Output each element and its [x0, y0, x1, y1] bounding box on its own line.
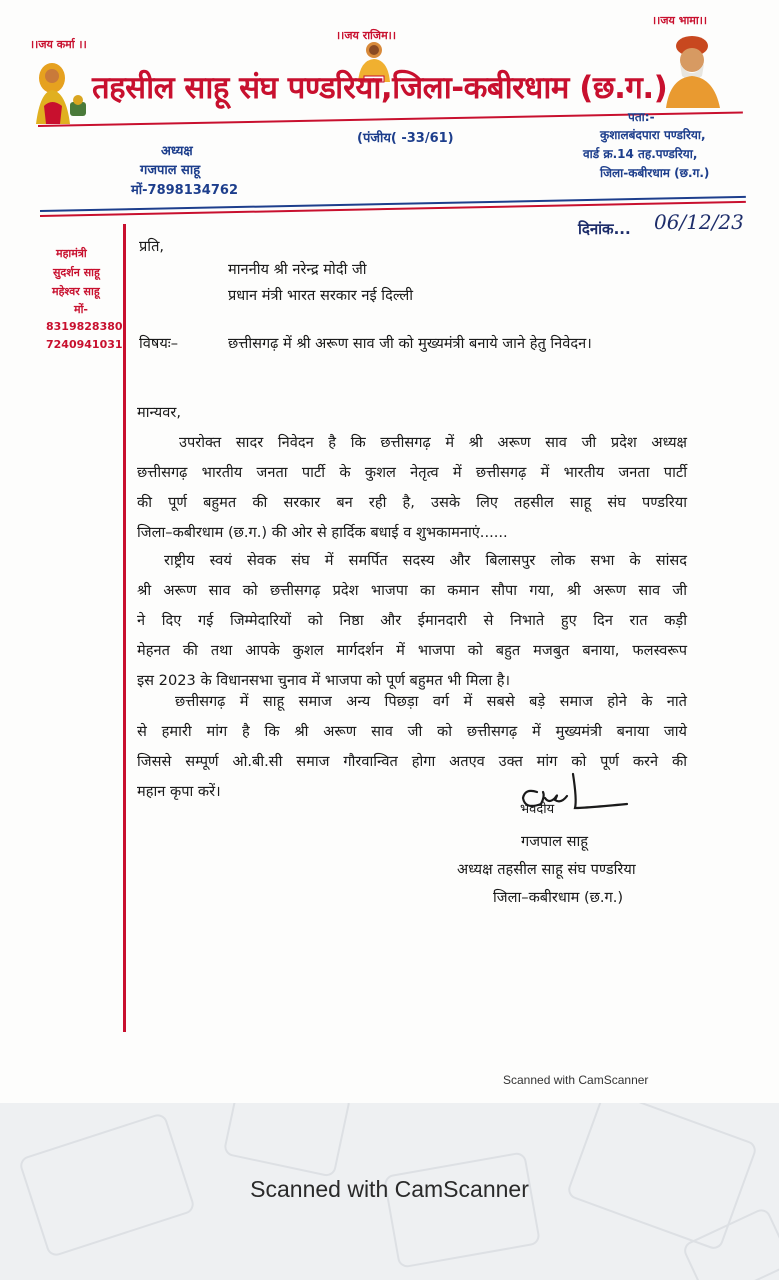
- salutation: मान्यवर,: [137, 404, 181, 421]
- organization-title: तहसील साहू संघ पण्डरिया,जिला-कबीरधाम (छ.ग.): [92, 70, 668, 106]
- paragraph-3-line: छत्तीसगढ़ में साहू समाज अन्य पिछड़ा वर्ग में सबसे बड़े समाज होने के नाते: [175, 693, 687, 710]
- deity-emblem-right: [662, 30, 724, 108]
- address-line-1: कुशालबंदपारा पण्डरिया,: [600, 128, 706, 142]
- recipient-line-1: माननीय श्री नरेन्द्र मोदी जी: [228, 261, 367, 278]
- paragraph-2-line: श्री अरूण साव को छत्तीसगढ़ प्रदेश भाजपा का कमान सौपा गया, श्री अरूण साव जी: [137, 582, 687, 599]
- paragraph-1-line: छत्तीसगढ़ भारतीय जनता पार्टी के कुशल नेतृत्व में छत्तीसगढ़ में भारतीय जनता पार्टी: [137, 464, 687, 481]
- paragraph-2: [137, 546, 687, 696]
- sidebar-phone-1: 8319828380,: [46, 320, 127, 333]
- paragraph-1-line: उपरोक्त सादर निवेदन है कि छत्तीसगढ़ में श्री अरूण साव जी प्रदेश अध्यक्ष: [179, 434, 687, 451]
- deity-emblem-left: [30, 56, 92, 126]
- paragraph-3-line: से हमारी मांग है कि श्री अरूण साव जी को छत्तीसगढ़ में मुख्यमंत्री बनाया जाये: [137, 723, 687, 740]
- date-label: दिनांक...: [578, 220, 631, 238]
- sidebar-title: महामंत्री: [56, 247, 87, 260]
- closing-text: भवदीय: [520, 802, 555, 817]
- paragraph-2-line: राष्ट्रीय स्वयं सेवक संघ में समर्पित सदस्य और बिलासपुर लोक सभा के सांसद: [164, 552, 687, 569]
- address-label: पता:-: [628, 110, 655, 124]
- paragraph-3-line: जिससे सम्पूर्ण ओ.बी.सी समाज गौरवान्वित होगा अतएव उक्त मांग को पूर्ण करने की: [137, 753, 687, 770]
- footer-pattern-shape: [383, 1151, 541, 1269]
- slogan-right: ।।जय भामा।।: [652, 14, 708, 27]
- signer-district: जिला–कबीरधाम (छ.ग.): [493, 889, 624, 906]
- to-label: प्रति,: [139, 238, 165, 255]
- registration-number: (पंजीय( -33/61): [357, 131, 454, 146]
- scanner-watermark-small: Scanned with CamScanner: [503, 1073, 649, 1087]
- president-phone: मों-7898134762: [131, 183, 238, 198]
- address-line-2: वार्ड क्र.14 तह.पण्डरिया,: [583, 147, 698, 161]
- sidebar-name-2: महेश्वर साहू: [52, 285, 100, 298]
- address-line-3: जिला-कबीरधाम (छ.ग.): [600, 166, 710, 180]
- paragraph-1: [137, 428, 687, 548]
- subject-text: छत्तीसगढ़ में श्री अरूण साव जी को मुख्यमंत्री बनाये जाने हेतु निवेदन।: [228, 335, 592, 352]
- president-label: अध्यक्ष: [161, 144, 193, 159]
- slogan-left: ।।जय कर्मा ।।: [30, 38, 87, 51]
- margin-line: [123, 224, 126, 1032]
- slogan-center: ।।जय राजिम।।: [336, 29, 396, 42]
- sidebar-name-1: सुदर्शन साहू: [53, 266, 100, 279]
- paragraph-2-line: इस 2023 के विधानसभा चुनाव में भाजपा को पूर्ण बहुमत भी मिला है।: [137, 672, 511, 689]
- president-name: गजपाल साहू: [140, 163, 201, 178]
- recipient-line-2: प्रधान मंत्री भारत सरकार नई दिल्ली: [228, 287, 414, 304]
- subject-label: विषयः–: [139, 335, 179, 352]
- signer-name: गजपाल साहू: [521, 833, 589, 850]
- scanner-watermark-large: Scanned with CamScanner: [250, 1176, 529, 1202]
- footer-pattern-shape: [223, 1103, 352, 1178]
- paragraph-1-line: की पूर्ण बहुमत की सरकार बन रही है, उसके लिए तहसील साहू संघ पण्डरिया: [137, 494, 687, 511]
- paragraph-1-line: जिला–कबीरधाम (छ.ग.) की ओर से हार्दिक बधाई व शुभकामनाएं......: [137, 524, 508, 541]
- sidebar-phone-label: मों-: [74, 303, 88, 316]
- paragraph-3-line: महान कृपा करें।: [137, 783, 221, 800]
- paragraph-2-line: ने दिए गई जिम्मेदारियों को निष्ठा और ईमानदारी से निभाते हुए दिन रात कड़ी: [137, 612, 687, 629]
- date-value: 06/12/23: [654, 210, 744, 234]
- signer-title: अध्यक्ष तहसील साहू संघ पण्डरिया: [457, 861, 636, 878]
- paragraph-2-line: मेहनत की तथा आपके कुशल मार्गदर्शन में भाजपा को बहुत मजबुत बनाया, फलस्वरूप: [137, 642, 687, 659]
- sidebar-phone-2: 7240941031: [46, 338, 123, 351]
